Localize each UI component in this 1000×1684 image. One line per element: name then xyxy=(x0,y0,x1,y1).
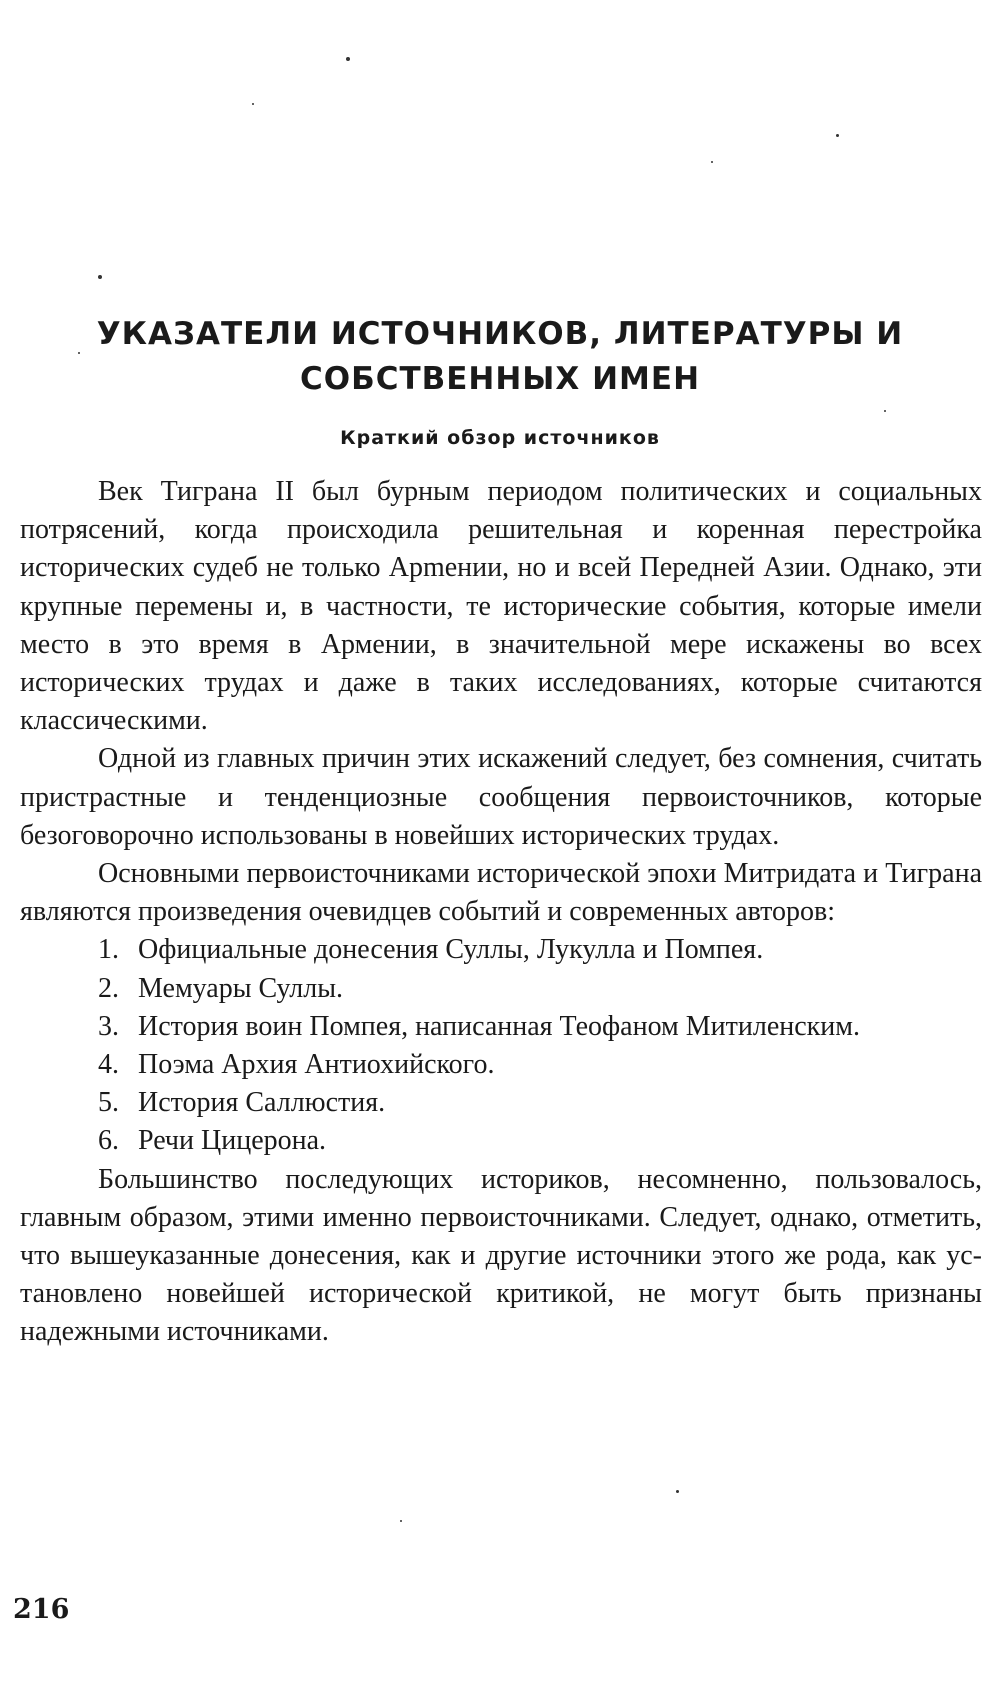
list-item-number: 2. xyxy=(98,972,119,1004)
section-subtitle: Краткий обзор источников xyxy=(340,427,660,449)
body-text xyxy=(20,473,982,1352)
list-item-text: Речи Цицерона. xyxy=(138,1125,327,1157)
list-item-text: Мемуары Суллы. xyxy=(138,972,344,1004)
scan-speck xyxy=(884,410,886,412)
list-item-number: 5. xyxy=(98,1087,119,1119)
scan-speck xyxy=(346,57,350,61)
scan-speck xyxy=(836,134,839,137)
list-item xyxy=(98,1046,982,1084)
paragraph-primary-sources: Основными первоисточниками исторической эпохи Митридата и Тиграна являются произведения очевидцев событий и современных авторов: xyxy=(20,858,982,928)
paragraph-distortions: Одной из главных причин этих искажений следует, без сомнения, считать пристрастные и тенденциозные сообщения первоисточников, которые безоговорочно использованы в новейших исторических трудах. xyxy=(20,743,982,851)
sources-list xyxy=(20,931,982,1160)
list-item-number: 6. xyxy=(98,1125,119,1157)
scan-speck xyxy=(252,103,254,105)
list-item xyxy=(98,1122,982,1160)
list-item xyxy=(98,970,982,1008)
paragraph-intro: Век Тиграна II был бурным периодом политических и социальных потрясений, когда происходила решительная и коренная перестройка исторических судеб не только Арmении, но и всей Передней Азии. Однако, эти крупные перемены и, в частности, те исторические события, которые имели место в это время в Армении, в значительной мере искажены во всех исторических трудах и даже в таких исследованиях, которые считаются классическими. xyxy=(20,476,982,737)
list-item-text: Поэма Архия Антиохийского. xyxy=(138,1049,495,1081)
page-title xyxy=(60,312,940,402)
list-item-number: 3. xyxy=(98,1010,119,1042)
list-item-text: Официальные донесения Суллы, Лукулла и Помпея. xyxy=(138,934,764,966)
list-item-number: 1. xyxy=(98,934,119,966)
scan-speck xyxy=(98,275,102,279)
list-item xyxy=(98,931,982,969)
paragraph-closing: Большинство последующих историков, несомненно, пользовалось, главным образом, этими именно первоисточниками. Следует, однако, отметить, что вышеуказанные донесения, как и другие источники этого же рода, как установлено новейшей исторической критикой, не могут быть признаны надежными источниками. xyxy=(20,1163,982,1348)
list-item-number: 4. xyxy=(98,1049,119,1081)
page-number: 216 xyxy=(13,1594,70,1625)
list-item-text: История Саллюстия. xyxy=(138,1087,386,1119)
list-item xyxy=(98,1008,982,1046)
page-title-line-1: УКАЗАТЕЛИ ИСТОЧНИКОВ, ЛИТЕРАТУРЫ И xyxy=(96,316,904,352)
list-item xyxy=(98,1084,982,1122)
list-item-text: История воин Помпея, написанная Теофаном Митиленским. xyxy=(138,1010,860,1042)
page-title-line-2: СОБСТВЕННЫХ ИМЕН xyxy=(299,361,701,397)
scan-speck xyxy=(676,1490,679,1493)
scan-speck xyxy=(400,1520,402,1522)
scan-speck xyxy=(711,161,713,163)
